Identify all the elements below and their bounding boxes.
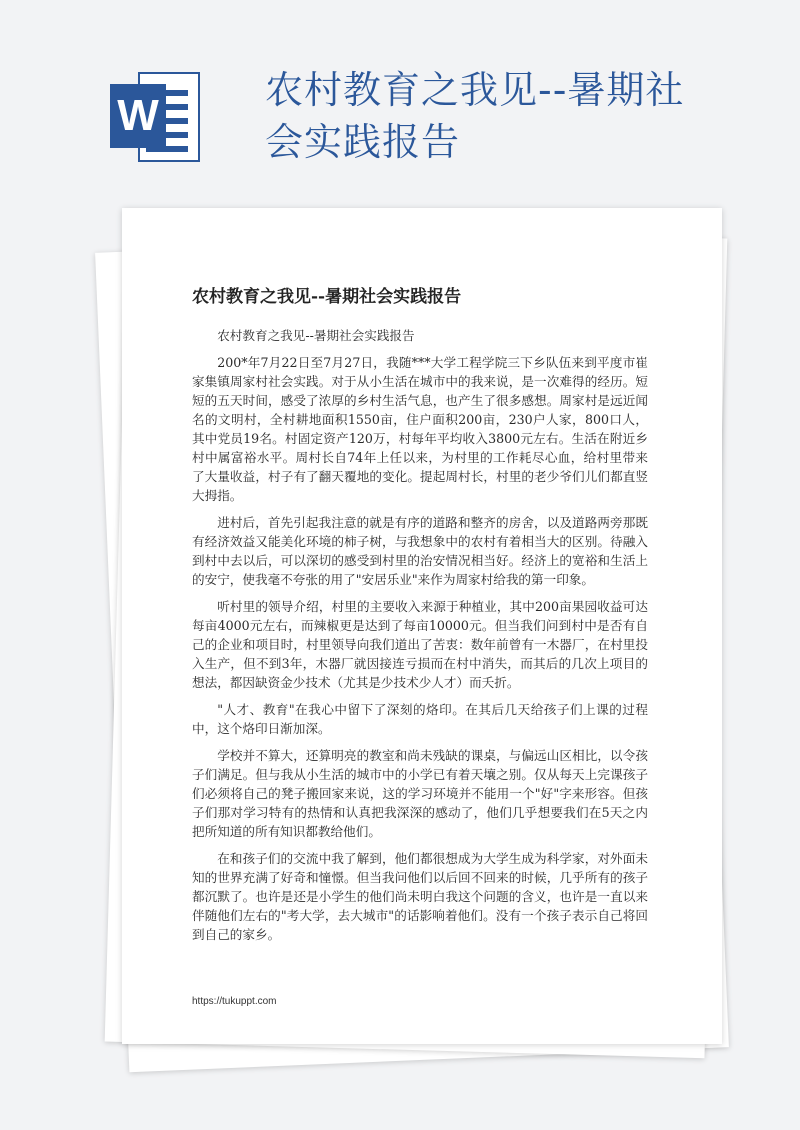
document-subtitle: 农村教育之我见--暑期社会实践报告 — [217, 328, 415, 343]
paragraph-1: 200*年7月22日至7月27日，我随***大学工程学院三下乡队伍来到平度市崔家集镇周家村社会实践。对于从小生活在城市中的我来说，是一次难得的经历。短短的五天时间，感受了浓厚的乡村生活气息，也产生了很多感想。周家村是远近闻名的文明村，全村耕地面积1550亩，住户面积200亩，230户人家，800口人，其中党员19名。村固定资产120万，村每年平均收入3800元左右。生活在附近乡村中属富裕水平。周村长自74年上任以来，为村里的工作耗尽心血，给村里带来了大量收益，村子有了翻天覆地的变化。提起周村长，村里的老少爷们儿们都直竖大拇指。 — [192, 355, 648, 503]
paragraph-4: "人才、教育"在我心中留下了深刻的烙印。在其后几天给孩子们上课的过程中，这个烙印日渐加深。 — [192, 702, 648, 736]
paragraph-3: 听村里的领导介绍，村里的主要收入来源于种植业，其中200亩果园收益可达每亩4000元左右，而辣椒更是达到了每亩10000元。但当我们问到村中是否有自己的企业和项目时，村里领导向我们道出了苦衷：数年前曾有一木器厂，在村里投入生产，但不到3年，木器厂就因接连亏损而在村中消失，而其后的几次上项目的想法，都因缺资金少技术（尤其是少技术少人才）而夭折。 — [192, 599, 648, 690]
word-badge-letter: W — [110, 84, 166, 148]
word-document-icon — [110, 72, 202, 162]
banner — [0, 0, 800, 200]
document-page — [122, 208, 722, 1044]
banner-title: 农村教育之我见--暑期社会实践报告 — [265, 68, 685, 164]
footer-url: https://tukuppt.com — [192, 996, 277, 1007]
document-body — [192, 326, 648, 952]
paragraph-6: 在和孩子们的交流中我了解到，他们都很想成为大学生成为科学家，对外面未知的世界充满了好奇和憧憬。但当我问他们以后回不回来的时候，几乎所有的孩子都沉默了。也许是还是小学生的他们尚未明白我这个问题的含义，也许是一直以来伴随他们左右的"考大学，去大城市"的话影响着他们。没有一个孩子表示自己将回到自己的家乡。 — [192, 851, 648, 942]
paragraph-5: 学校并不算大，还算明亮的教室和尚未残缺的课桌，与偏远山区相比，以令孩子们满足。但与我从小生活的城市中的小学已有着天壤之别。仅从每天上完课孩子们必须将自己的凳子搬回家来说，这的学习环境并不能用一个"好"字来形容。但孩子们那对学习特有的热情和认真把我深深的感动了，他们几乎想要我们在5天之内把所知道的所有知识都教给他们。 — [192, 748, 648, 839]
document-title: 农村教育之我见--暑期社会实践报告 — [192, 287, 462, 307]
paragraph-2: 进村后，首先引起我注意的就是有序的道路和整齐的房舍，以及道路两旁那既有经济效益又能美化环境的柿子树，与我想象中的农村有着相当大的区别。待融入到村中去以后，可以深切的感受到村里的治安情况相当好。经济上的宽裕和生活上的安宁，使我毫不夸张的用了"安居乐业"来作为周家村给我的第一印象。 — [192, 515, 648, 587]
